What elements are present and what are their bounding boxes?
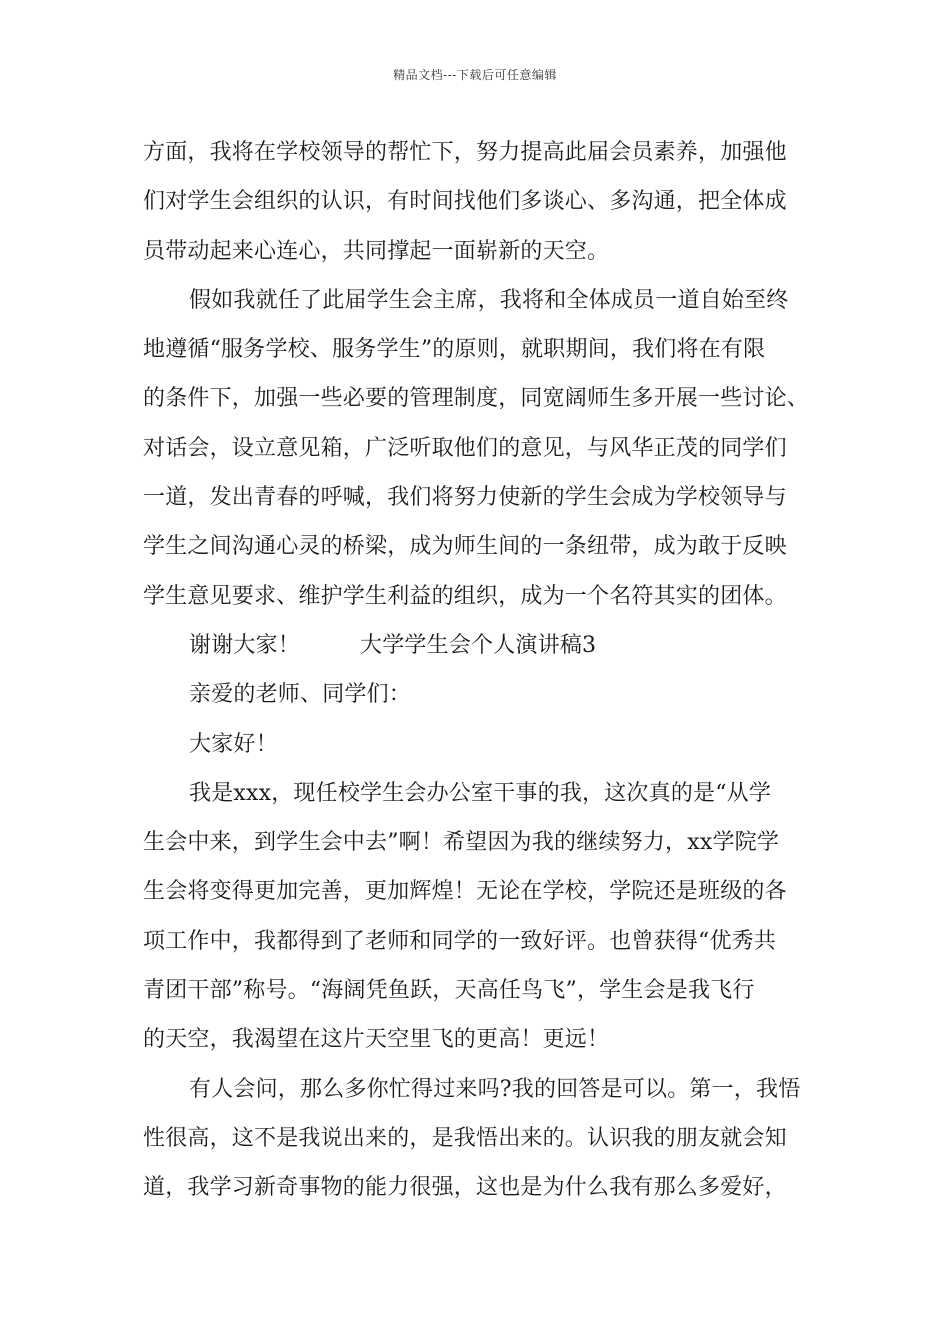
text-line: 生会中来，到学生会中去”啊！希望因为我的继续努力，xx学院学	[143, 830, 780, 856]
paragraph-start-line: 假如我就任了此届学生会主席，我将和全体成员一道自始至终	[189, 287, 789, 313]
closing-thanks: 谢谢大家！	[189, 632, 301, 658]
text-line: 对话会，设立意见箱，广泛听取他们的意见，与风华正茂的同学们	[143, 435, 787, 461]
text-line: 性很高，这不是我说出来的，是我悟出来的。认识我的朋友就会知	[143, 1125, 787, 1151]
salutation-line: 亲爱的老师、同学们：	[189, 682, 412, 708]
paragraph-start-line: 我是xxx，现任校学生会办公室干事的我，这次真的是“从学	[189, 780, 772, 806]
text-line: 道，我学习新奇事物的能力很强，这也是为什么我有那么多爱好，	[143, 1175, 787, 1201]
text-line: 方面，我将在学校领导的帮忙下，努力提高此届会员素养，加强他	[143, 140, 787, 165]
text-line: 们对学生会组织的认识，有时间找他们多谈心、多沟通，把全体成	[143, 189, 787, 215]
text-line: 的天空，我渴望在这片天空里飞的更高！更远！	[143, 1027, 610, 1053]
text-line: 地遵循“服务学校、服务学生”的原则，就职期间，我们将在有限	[143, 337, 766, 363]
speech-title: 大学学生会个人演讲稿3	[360, 632, 597, 658]
text-line: 项工作中，我都得到了老师和同学的一致好评。也曾获得“优秀共	[143, 928, 777, 954]
text-line: 生会将变得更加完善，更加辉煌！无论在学校，学院还是班级的各	[143, 879, 787, 905]
text-line: 学生意见要求、维护学生利益的组织，成为一个名符其实的团体。	[143, 583, 787, 609]
closing-and-title-line	[143, 621, 833, 670]
text-line: 一道，发出青春的呼喊，我们将努力使新的学生会成为学校领导与	[143, 485, 787, 511]
document-body	[143, 128, 833, 1213]
page-header: 精品文档---下载后可任意编辑	[393, 68, 557, 82]
paragraph-start-line: 有人会问，那么多你忙得过来吗?我的回答是可以。第一，我悟	[189, 1076, 801, 1102]
text-line: 学生之间沟通心灵的桥梁，成为师生间的一条纽带，成为敢于反映	[143, 534, 787, 560]
text-line: 的条件下，加强一些必要的管理制度，同宽阔师生多开展一些讨论、	[143, 386, 810, 412]
text-line: 青团干部”称号。“海阔凭鱼跃，天高任鸟飞”，学生会是我飞行	[143, 978, 755, 1004]
greeting-line: 大家好！	[189, 731, 278, 757]
text-line: 员带动起来心连心，共同撑起一面崭新的天空。	[143, 238, 610, 264]
